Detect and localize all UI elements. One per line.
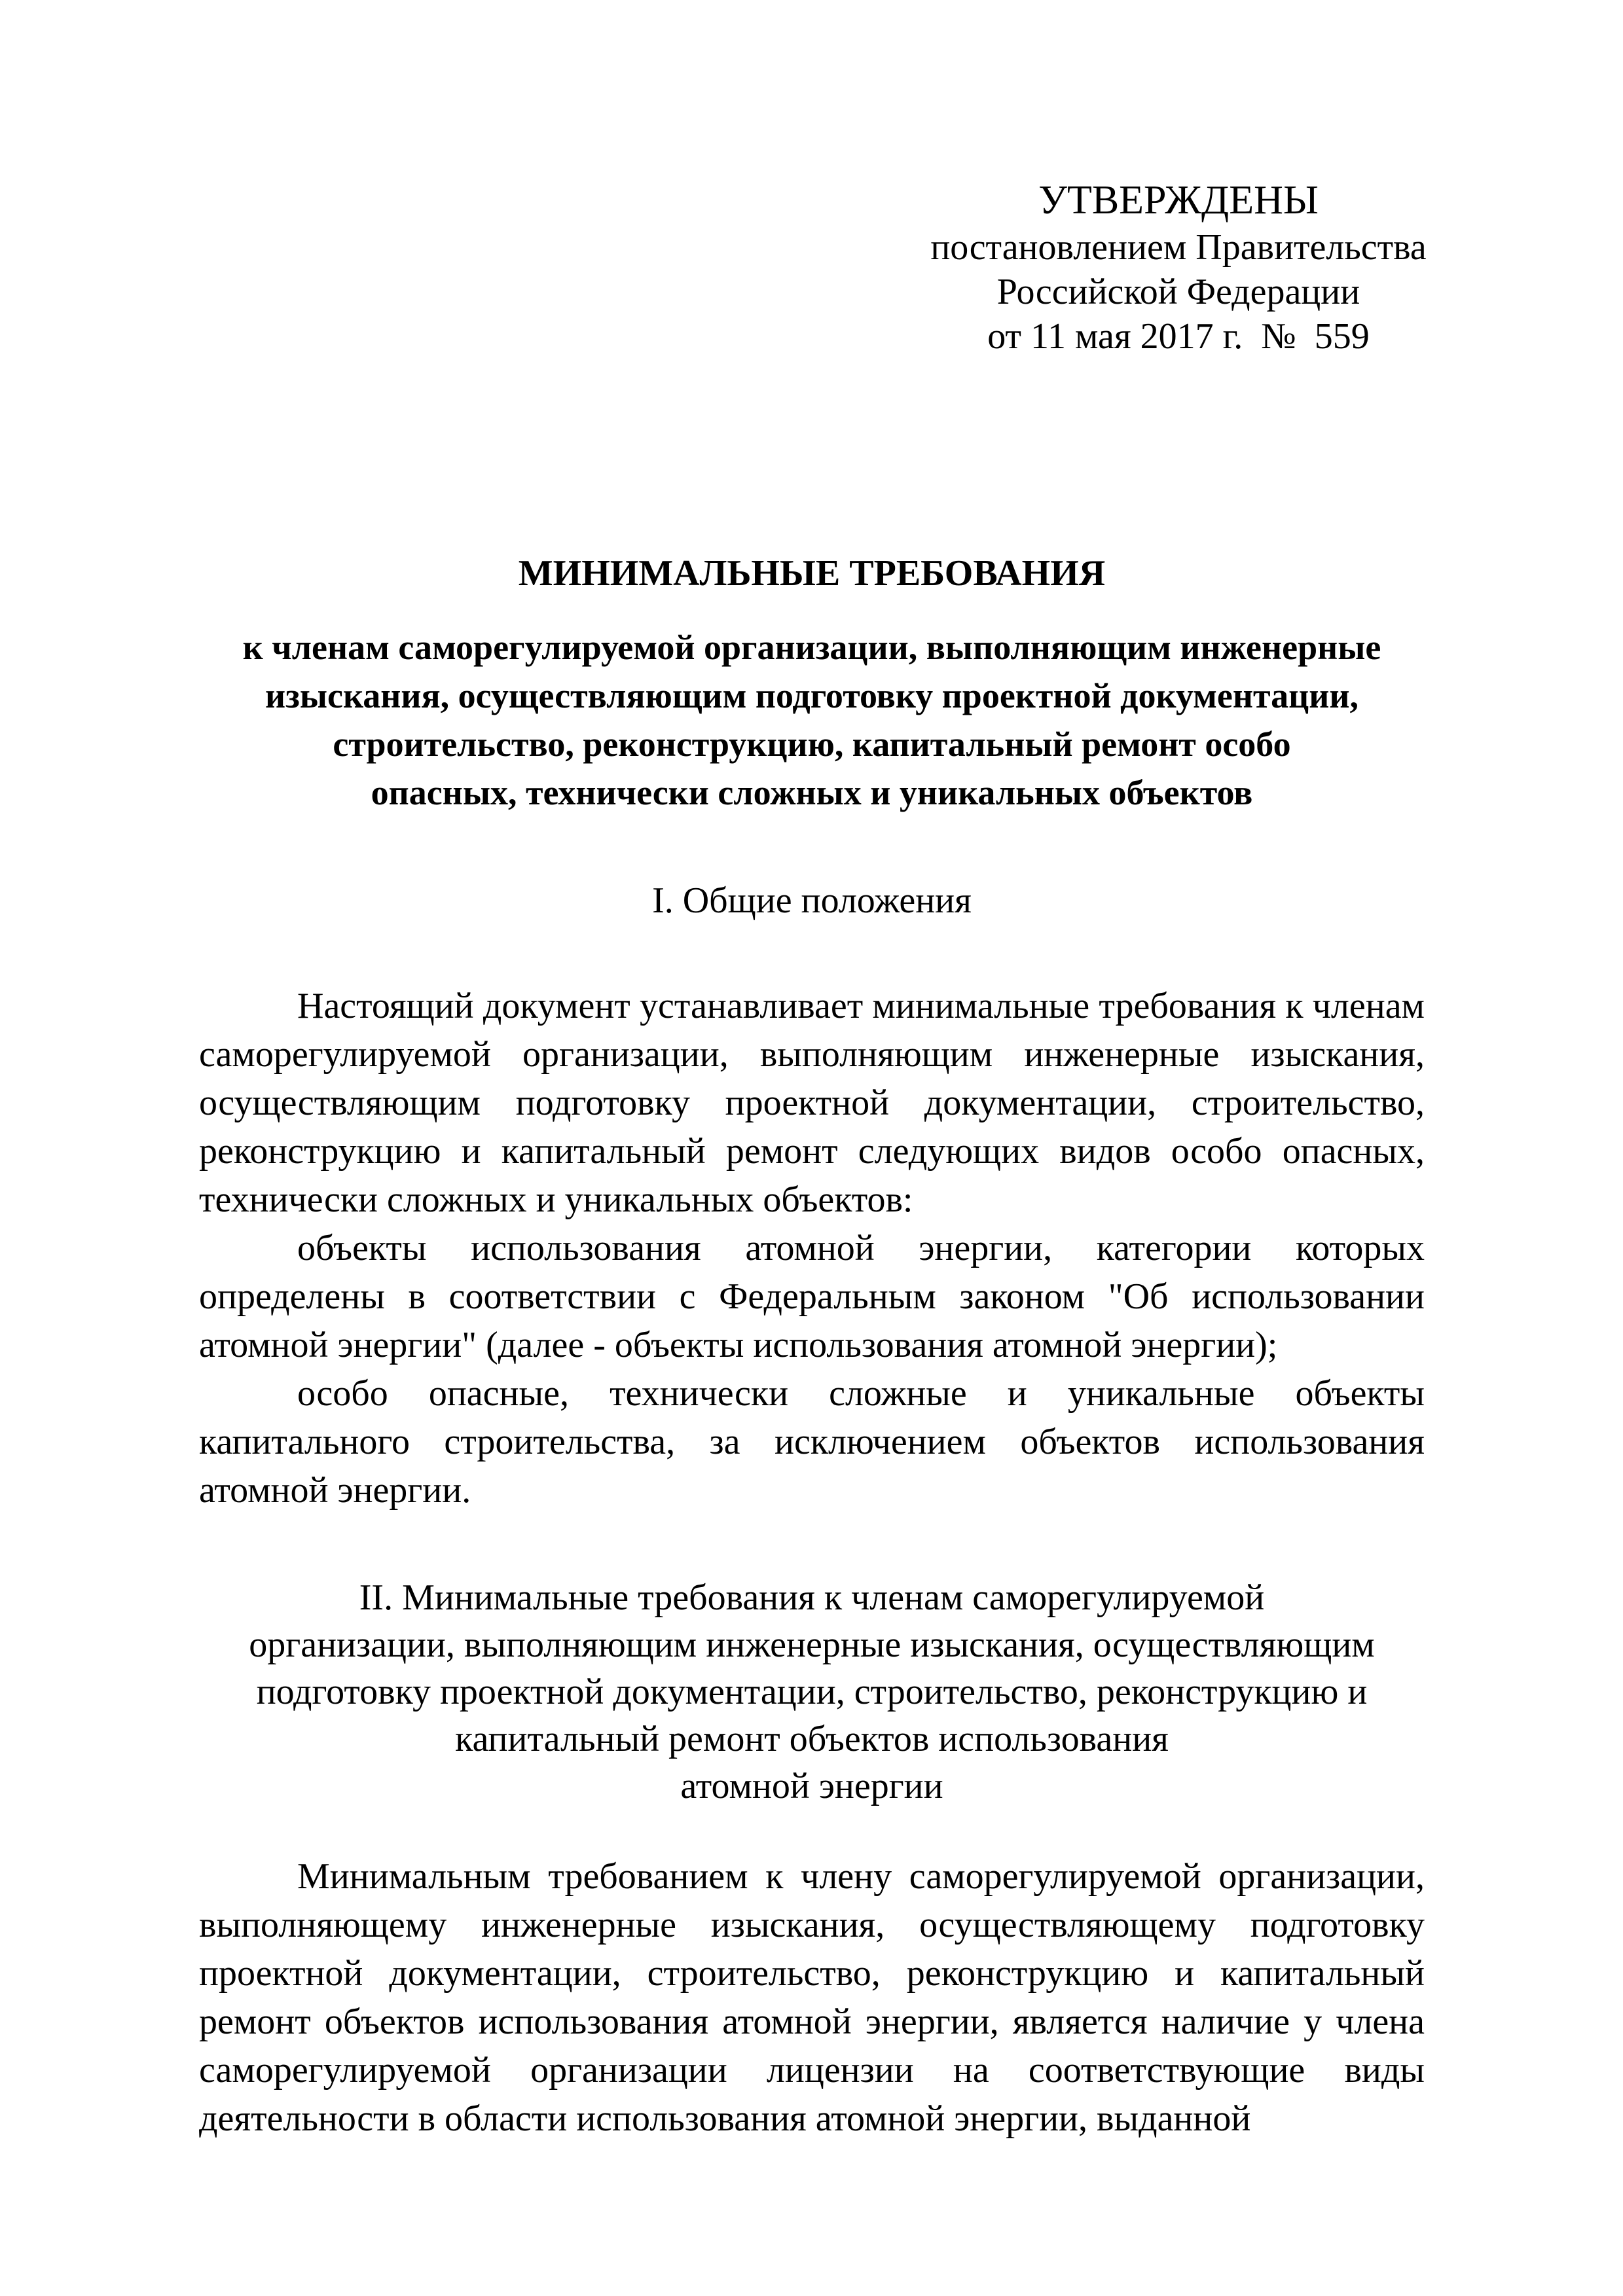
paragraph: Минимальным требованием к члену саморегулируемой организации, выполняющему инженерные изыскания, осуществляющему подготовку проектной документации, строительство, реконструкцию и капитальный ремонт объектов использования атомной энергии, является наличие у члена саморегулируемой организации лицензии на соответствующие виды деятельности в области использования атомной энергии, выданной — [199, 1856, 1425, 2139]
subtitle-line: строительство, реконструкцию, капитальный ремонт особо — [333, 725, 1291, 764]
document-title — [196, 550, 1427, 817]
paragraph: объекты использования атомной энергии, категории которых определены в соответствии с Федеральным законом "Об использовании атомной энергии" (далее - объекты использования атомной энергии); — [199, 1228, 1425, 1365]
heading-line: организации, выполняющим инженерные изыскания, осуществляющим — [249, 1624, 1375, 1665]
section-2-heading — [196, 1574, 1427, 1810]
paragraph: Настоящий документ устанавливает минимальные требования к членам саморегулируемой организации, выполняющим инженерные изыскания, осуществляющим подготовку проектной документации, строительство, реконструкцию и капитальный ремонт следующих видов особо опасных, технически сложных и уникальных объектов: — [199, 986, 1425, 1220]
heading-line: капитальный ремонт объектов использования — [455, 1719, 1169, 1759]
heading-line: атомной энергии — [680, 1766, 943, 1806]
heading-line: II. Минимальные требования к членам саморегулируемой — [359, 1577, 1265, 1618]
approval-block — [851, 175, 1506, 359]
section-2-body — [199, 1852, 1425, 2143]
subtitle-line: изыскания, осуществляющим подготовку проектной документации, — [265, 676, 1359, 715]
section-1-heading: I. Общие положения — [652, 880, 972, 921]
approval-line-2: Российской Федерации — [996, 272, 1360, 312]
document-title-subtitle — [196, 623, 1427, 817]
paragraph: особо опасные, технически сложные и уникальные объекты капитального строительства, за исключением объектов использования атомной энергии. — [199, 1373, 1425, 1511]
approval-title: УТВЕРЖДЕНЫ — [1038, 178, 1319, 223]
document-title-main: МИНИМАЛЬНЫЕ ТРЕБОВАНИЯ — [518, 553, 1106, 594]
section-1-body — [199, 982, 1425, 1515]
approval-date-line: от 11 мая 2017 г. № 559 — [987, 316, 1370, 357]
subtitle-line: к членам саморегулируемой организации, выполняющим инженерные — [242, 628, 1381, 667]
approval-line-1: постановлением Правительства — [930, 227, 1427, 268]
heading-line: подготовку проектной документации, строительство, реконструкцию и — [256, 1672, 1368, 1712]
subtitle-line: опасных, технически сложных и уникальных объектов — [371, 773, 1253, 812]
